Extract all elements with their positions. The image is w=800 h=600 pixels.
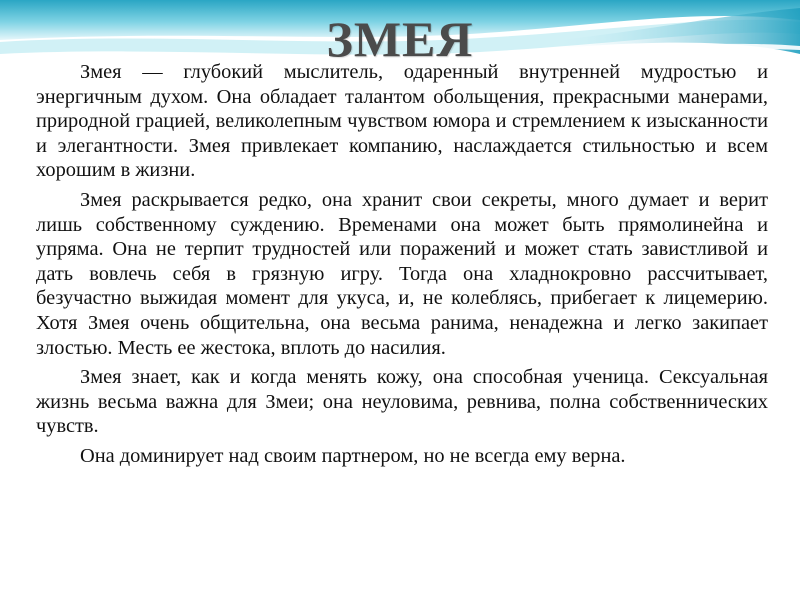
paragraph-2: Змея раскрывается редко, она хранит свои секреты, много думает и верит лишь собственному суждению. Временами она может быть прямолинейна и упряма. Она не терпит трудностей или поражений и может стать завистливой и дать вовлечь себя в грязную игру. Тогда она хладнокровно рассчитывает, безучастно выжидая момент для укуса, и, не колеблясь, прибегает к лицемерию. Хотя Змея очень общительна, она весьма ранима, ненадежна и легко закипает злостью. Месть ее жестока, вплоть до насилия.	[36, 188, 768, 359]
paragraph-3: Змея знает, как и когда менять кожу, она способная ученица. Сексуальная жизнь весьма важна для Змеи; она неуловима, ревнива, полна собственнических чувств.	[36, 366, 768, 438]
paragraph-4: Она доминирует над своим партнером, но не всегда ему верна.	[80, 444, 626, 467]
body-text	[36, 60, 768, 474]
slide-title: ЗМЕЯ	[326, 11, 474, 67]
paragraph-1: Змея — глубокий мыслитель, одаренный внутренней мудростью и энергичным духом. Она обладает талантом обольщения, прекрасными манерами, природной грацией, великолепным чувством юмора и стремлением к изысканности и элегантности. Змея привлекает компанию, наслаждается стильностью и всем хорошим в жизни.	[36, 61, 768, 182]
